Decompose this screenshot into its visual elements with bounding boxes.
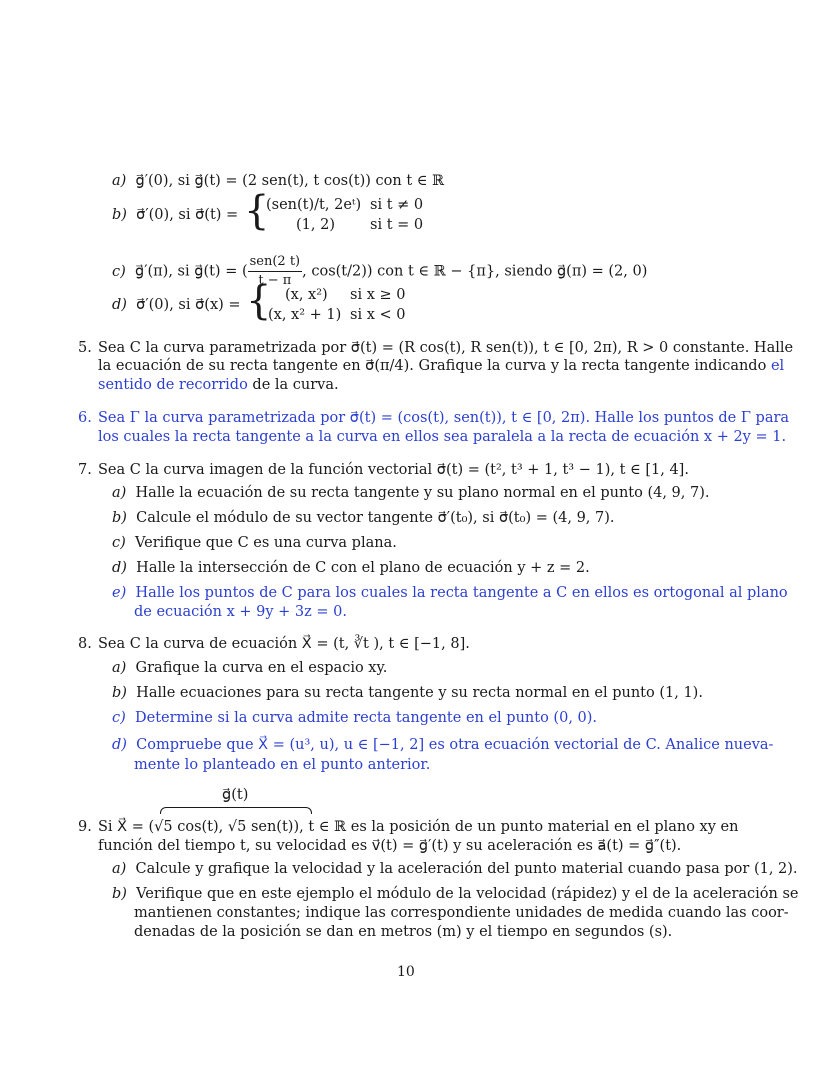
item8-d-label: d) <box>112 737 127 753</box>
item5-text3: de la curva. <box>252 377 339 393</box>
item7-e-text1: Halle los puntos de C para los cuales la recta tangente a C en ellos es ortogonal al plano <box>135 585 788 601</box>
item9-b-label: b) <box>112 886 127 902</box>
item9-overbrace <box>160 807 312 814</box>
item7-d <box>112 559 590 577</box>
item8-a <box>112 659 387 677</box>
item7-number: 7. <box>78 462 92 478</box>
item8-c <box>112 709 597 727</box>
item8-d-text1: Compruebe que X⃗ = (u³, u), u ∈ [−1, 2] es otra ecuación vectorial de C. Analice nueva- <box>136 737 774 753</box>
item4-b-brace: { <box>244 188 270 234</box>
item9-b <box>112 885 799 903</box>
item7-b-label: b) <box>112 510 127 526</box>
item9-tail: , t ∈ ℝ es la posición de un punto material en el plano xy en <box>299 819 739 835</box>
item4-c-frac-den: t − π <box>258 273 292 288</box>
item9-b-line2: mantienen constantes; indique las correspondiente unidades de medida cuando las coor- <box>134 905 789 921</box>
item4-c-tail: , cos(t/2)) con t ∈ ℝ − {π}, siendo g⃗(π) = (2, 0) <box>302 263 648 280</box>
item4-d-case2: (x, x² + 1) <box>268 307 342 323</box>
item4-a-label: a) <box>112 173 127 189</box>
item7-c-text: Verifique que C es una curva plana. <box>135 535 397 551</box>
item6-number: 6. <box>78 410 92 426</box>
item4-d-case1: (x, x²) <box>285 287 328 303</box>
item8-b-label: b) <box>112 685 127 701</box>
item9-braced: (√5 cos(t), √5 sen(t)) <box>148 819 300 835</box>
item5-text2-blue: el <box>770 358 785 374</box>
item4-d-brace: { <box>246 278 272 324</box>
item4-b-cond2: si t = 0 <box>370 217 424 233</box>
item4-d-cond2: si x < 0 <box>350 307 406 323</box>
item4-b <box>112 206 238 224</box>
item9-line1 <box>78 818 738 836</box>
item7-e-label: e) <box>112 585 127 601</box>
item8-c-text: Determine si la curva admite recta tangente en el punto (0, 0). <box>135 710 598 726</box>
item7-a-label: a) <box>112 485 127 501</box>
item4-b-case1: (sen(t)/t, 2eᵗ) <box>266 197 362 213</box>
item7-a <box>112 484 710 502</box>
item4-a-text: g⃗′(0), si g⃗(t) = (2 sen(t), t cos(t)) con t ∈ ℝ <box>135 173 445 189</box>
item7-b-text: Calcule el módulo de su vector tangente σ⃗′(t₀), si σ⃗(t₀) = (4, 9, 7). <box>136 510 615 526</box>
item6-text1: Sea Γ la curva parametrizada por σ⃗(t) = (cos(t), sen(t)), t ∈ [0, 2π). Halle los puntos de Γ para <box>98 410 790 426</box>
item4-d-cond1: si x ≥ 0 <box>350 287 406 303</box>
item7-e-line2: de ecuación x + 9y + 3z = 0. <box>134 604 347 620</box>
item7-intro <box>78 461 689 479</box>
item6-line2: los cuales la recta tangente a la curva en ellos sea paralela a la recta de ecuación x + 2y = 1. <box>98 429 787 445</box>
item4-c-label: c) <box>112 263 126 280</box>
item4-d <box>112 296 241 314</box>
item7-d-text: Halle la intersección de C con el plano de ecuación y + z = 2. <box>136 560 590 576</box>
item7-d-label: d) <box>112 560 127 576</box>
item9-overbrace-label: g⃗(t) <box>222 787 249 803</box>
item9-lead: Si X⃗ = <box>98 819 144 835</box>
item4-d-label: d) <box>112 297 127 313</box>
item4-b-cond1: si t ≠ 0 <box>370 197 424 213</box>
item8-a-text: Grafique la curva en el espacio xy. <box>135 660 388 676</box>
item6-line1 <box>78 409 789 427</box>
item5-number: 5. <box>78 340 92 356</box>
item5-text3-blue: sentido de recorrido <box>98 377 248 393</box>
item5-line1 <box>78 339 793 357</box>
item7-a-text: Halle la ecuación de su recta tangente y su plano normal en el punto (4, 9, 7). <box>135 485 710 501</box>
item7-e <box>112 584 788 602</box>
item5-text2: la ecuación de su recta tangente en σ⃗(π/4). Grafique la curva y la recta tangente indicando <box>98 358 767 374</box>
item4-b-label: b) <box>112 207 127 223</box>
item8-c-label: c) <box>112 710 126 726</box>
page-number: 10 <box>397 964 415 980</box>
item5-text1: Sea C la curva parametrizada por σ⃗(t) = (R cos(t), R sen(t)), t ∈ [0, 2π), R > 0 constante. Halle <box>98 340 794 356</box>
item9-a-text: Calcule y grafique la velocidad y la aceleración del punto material cuando pasa por (1, 2). <box>135 861 798 877</box>
item9-number: 9. <box>78 819 92 835</box>
item8-b-text: Halle ecuaciones para su recta tangente y su recta normal en el punto (1, 1). <box>136 685 703 701</box>
item9-b-line3: denadas de la posición se dan en metros (m) y el tiempo en segundos (s). <box>134 924 673 940</box>
item4-c-frac-num: sen(2 t) <box>248 253 303 272</box>
item9-a-label: a) <box>112 861 127 877</box>
item8-intro <box>78 635 470 653</box>
item8-number: 8. <box>78 636 92 652</box>
item9-a <box>112 860 798 878</box>
item7-b <box>112 509 615 527</box>
item8-a-label: a) <box>112 660 127 676</box>
item5-line3 <box>98 376 339 394</box>
item8-d <box>112 736 773 754</box>
item5-line2 <box>98 357 784 375</box>
item7-c-label: c) <box>112 535 126 551</box>
item7-intro-text: Sea C la curva imagen de la función vectorial σ⃗(t) = (t², t³ + 1, t³ − 1), t ∈ [1, 4]. <box>98 462 689 478</box>
item8-b <box>112 684 703 702</box>
item4-c <box>112 253 647 290</box>
item7-c <box>112 534 397 552</box>
item9-b-text1: Verifique que en este ejemplo el módulo de la velocidad (rápidez) y el de la aceleración se <box>136 886 799 902</box>
item9-line2: función del tiempo t, su velocidad es v⃗(t) = g⃗′(t) y su aceleración es a⃗(t) = g⃗″(t). <box>98 838 682 854</box>
item4-b-case2: (1, 2) <box>296 217 335 233</box>
item4-a <box>112 172 444 190</box>
item8-intro-text: Sea C la curva de ecuación X⃗ = (t, ∛t ), t ∈ [−1, 8]. <box>98 636 470 652</box>
item4-c-lead: g⃗′(π), si g⃗(t) = ( <box>135 263 248 280</box>
item4-d-lead: σ⃗′(0), si σ⃗(x) = <box>136 297 241 313</box>
item4-b-lead: σ⃗′(0), si σ⃗(t) = <box>136 207 239 223</box>
item8-d-line2: mente lo planteado en el punto anterior. <box>134 757 431 773</box>
